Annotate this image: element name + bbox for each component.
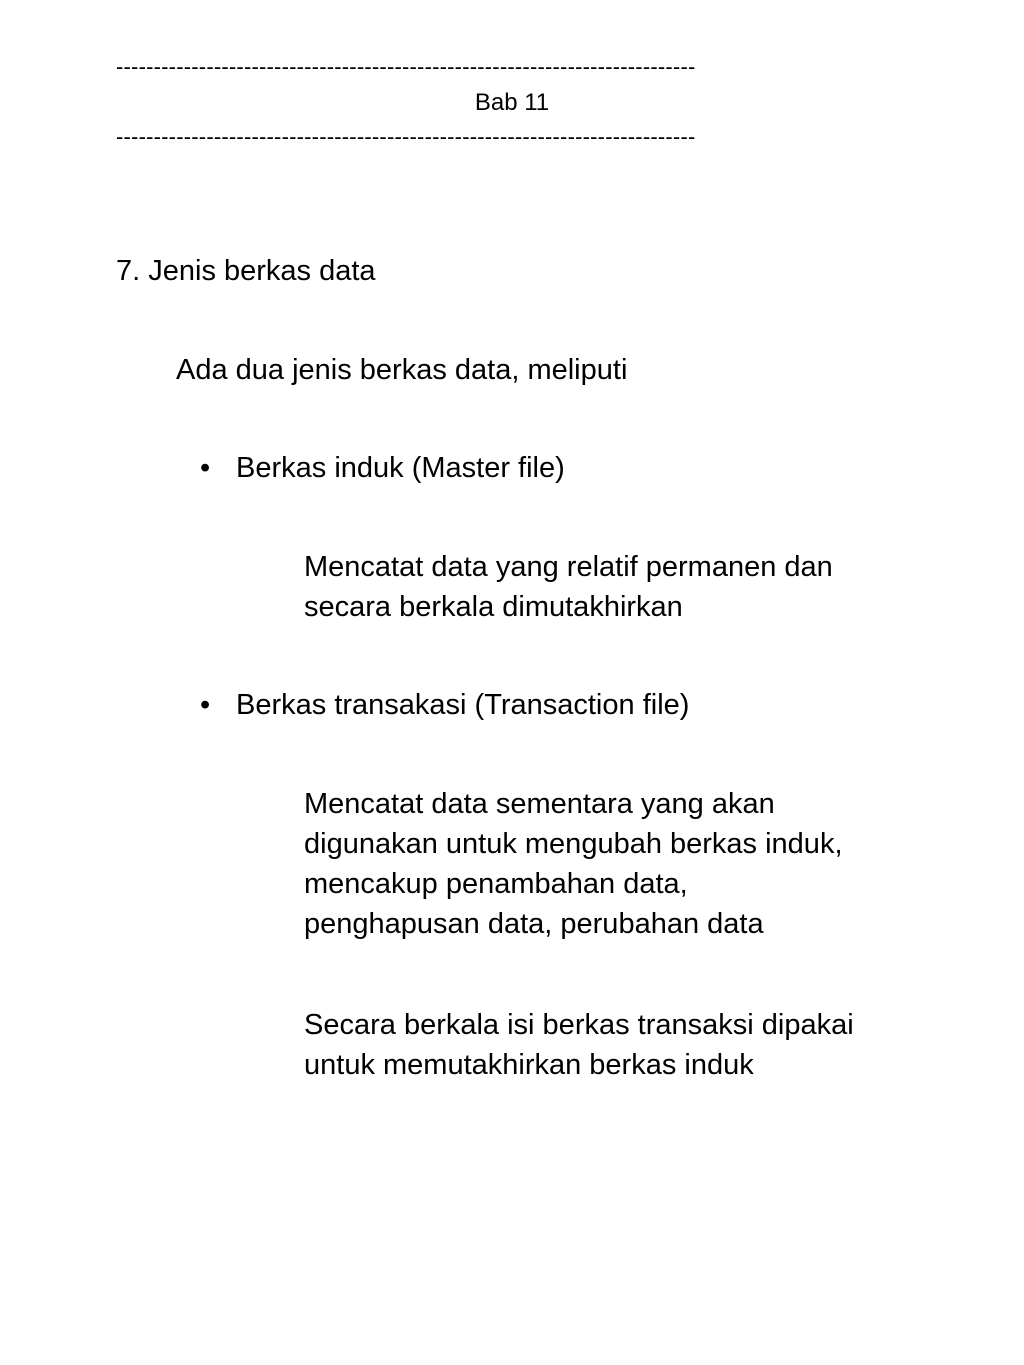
description-line: mencakup penambahan data, [304, 868, 688, 900]
description-line: Mencatat data sementara yang akan [304, 788, 775, 820]
bullet-icon: • [200, 452, 211, 484]
header-divider-top: ----------------------------------------------------------------------------- [116, 54, 696, 79]
header-divider-bottom: ----------------------------------------------------------------------------- [116, 124, 696, 149]
transaction-file-note [304, 1005, 964, 1085]
bullet-icon: • [200, 689, 211, 721]
list-item-transaction-file [200, 687, 689, 723]
note-line: Secara berkala isi berkas transaksi dipakai [304, 1009, 854, 1041]
transaction-file-description [304, 784, 964, 944]
description-line: Mencatat data yang relatif permanen dan [304, 551, 833, 583]
note-line: untuk memutakhirkan berkas induk [304, 1049, 754, 1081]
description-line: secara berkala dimutakhirkan [304, 591, 683, 623]
description-line: penghapusan data, perubahan data [304, 908, 764, 940]
section-intro: Ada dua jenis berkas data, meliputi [176, 354, 628, 386]
description-line: digunakan untuk mengubah berkas induk, [304, 828, 843, 860]
list-item-title: Berkas induk (Master file) [236, 452, 565, 484]
section-heading: 7. Jenis berkas data [116, 255, 376, 287]
master-file-description [304, 547, 964, 627]
list-item-master-file [200, 450, 565, 486]
list-item-title: Berkas transakasi (Transaction file) [236, 689, 690, 721]
chapter-label: Bab 11 [474, 89, 550, 116]
